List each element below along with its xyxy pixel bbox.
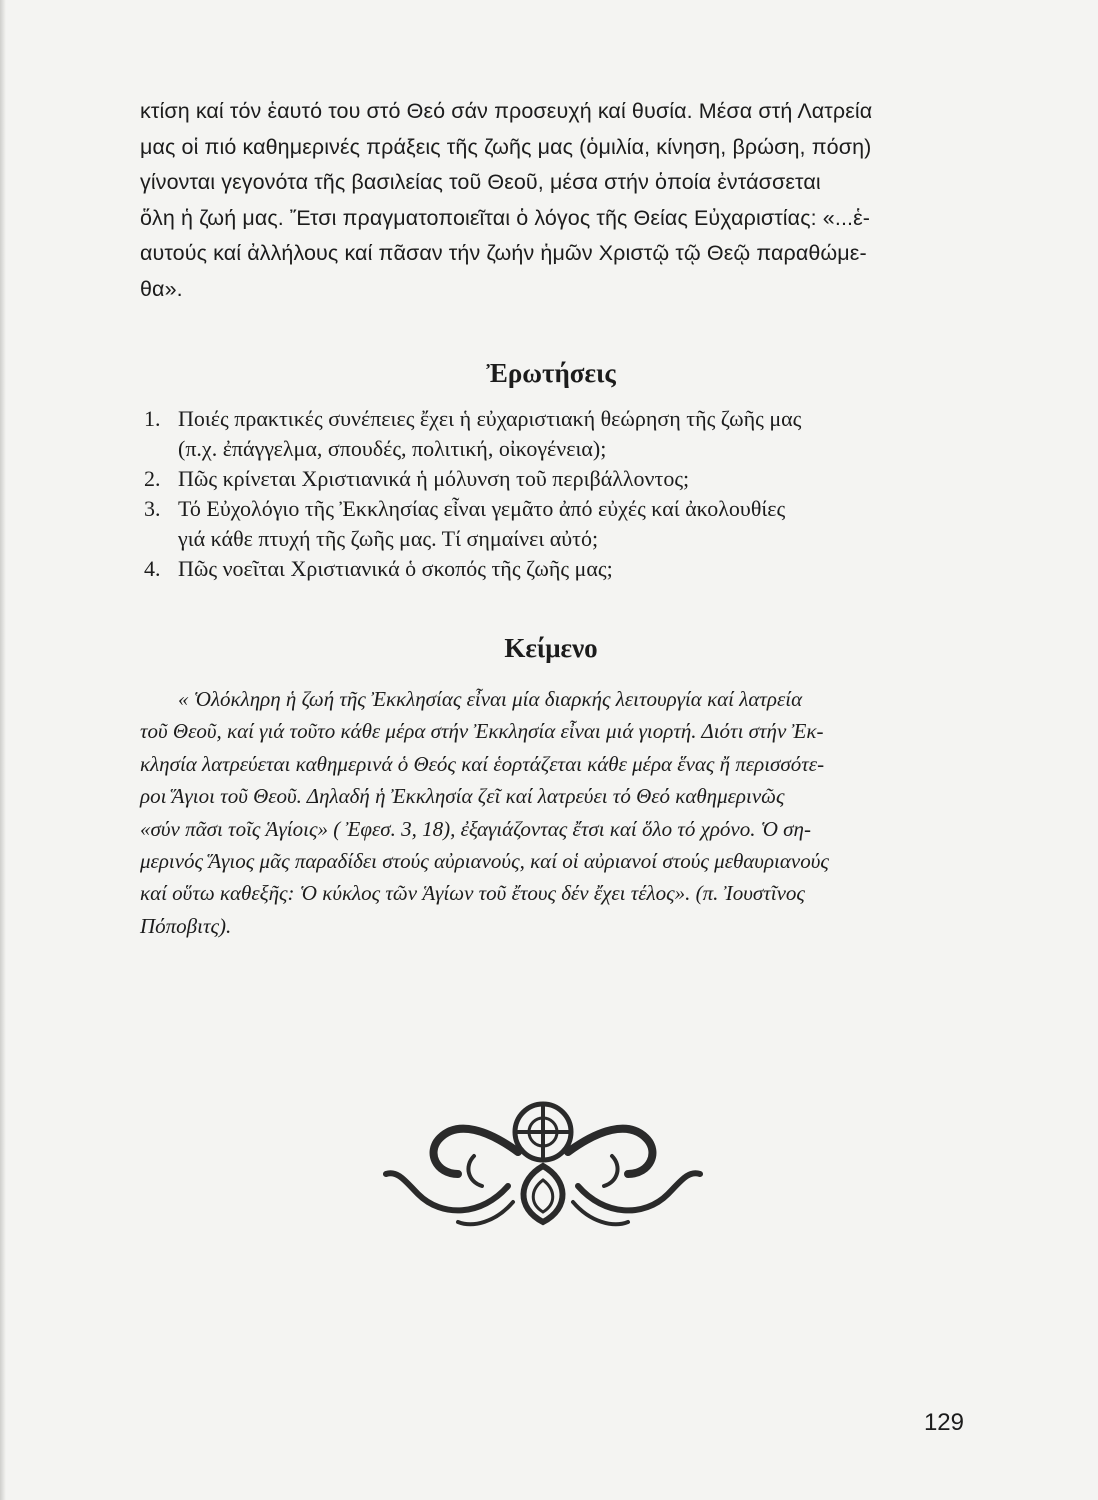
question-item	[144, 404, 974, 464]
intro-line: ὅλη ἡ ζωή μας. Ἔτσι πραγματοποιεῖται ὁ λόγος τῆς Θείας Εὐχαριστίας: «...ἑ-	[140, 205, 871, 230]
intro-line: θα».	[140, 276, 183, 301]
question-number: 2.	[144, 466, 161, 491]
quote-line: Πόποβιτς).	[140, 913, 232, 938]
questions-heading: Ἐρωτήσεις	[486, 358, 616, 388]
quote-line: τοῦ Θεοῦ, καί γιά τοῦτο κάθε μέρα στήν Ἐκκλησία εἶναι μιά γιορτή. Διότι στήν Ἐκ-	[140, 719, 824, 744]
questions-list	[144, 404, 974, 584]
question-item	[144, 554, 974, 584]
question-text: γιά κάθε πτυχή τῆς ζωῆς μας. Τί σημαίνει αὐτό;	[178, 526, 599, 551]
question-number: 3.	[144, 496, 161, 521]
quote-line: ροι Ἅγιοι τοῦ Θεοῦ. Δηλαδή ἡ Ἐκκλησία ζεῖ καί λατρεύει τό Θεό καθημερινῶς	[140, 784, 785, 809]
intro-line: γίνονται γεγονότα τῆς βασιλείας τοῦ Θεοῦ, μέσα στήν ὁποία ἐντάσσεται	[140, 170, 821, 194]
quote-line: κλησία λατρεύεται καθημερινά ὁ Θεός καί ἑορτάζεται κάθε μέρα ἕνας ἤ περισσότε-	[140, 751, 825, 776]
question-text: Τό Εὐχολόγιο τῆς Ἐκκλησίας εἶναι γεμᾶτο ἀπό εὐχές καί ἀκολουθίες	[178, 496, 786, 521]
intro-paragraph	[140, 94, 962, 307]
question-number: 4.	[144, 556, 161, 581]
question-text: Πῶς νοεῖται Χριστιανικά ὁ σκοπός τῆς ζωῆς μας;	[178, 556, 613, 581]
quote-line: «σύν πᾶσι τοῖς Ἁγίοις» ( Ἐφεσ. 3, 18), ἐξαγιάζοντας ἔτσι καί ὅλο τό χρόνο. Ὁ ση-	[140, 816, 811, 841]
text-heading: Κείμενο	[504, 633, 598, 663]
quote-line: καί οὕτω καθεξῆς: Ὁ κύκλος τῶν Ἁγίων τοῦ ἔτους δέν ἔχει τέλος». (π. Ἰουστῖνος	[140, 881, 805, 906]
quote-line: μερινός Ἅγιος μᾶς παραδίδει στούς αὐριανούς, καί οἱ αὐριανοί στούς μεθαυριανούς	[140, 849, 829, 874]
ornament-icon	[378, 1090, 708, 1235]
question-text: Ποιές πρακτικές συνέπειες ἔχει ἡ εὐχαριστιακή θεώρηση τῆς ζωῆς μας	[178, 406, 802, 431]
question-text: (π.χ. ἐπάγγελμα, σπουδές, πολιτική, οἰκογένεια);	[178, 436, 607, 461]
page-edge	[0, 0, 6, 1500]
page-number: 129	[923, 1409, 964, 1436]
question-item	[144, 464, 974, 494]
intro-line: αυτούς καί ἀλλήλους καί πᾶσαν τήν ζωήν ἡμῶν Χριστῷ τῷ Θεῷ παραθώμε-	[140, 241, 867, 265]
question-number: 1.	[144, 406, 161, 431]
intro-line: μας οἱ πιό καθημερινές πράξεις τῆς ζωῆς μας (ὁμιλία, κίνηση, βρώση, πόση)	[140, 134, 872, 159]
question-text: Πῶς κρίνεται Χριστιανικά ἡ μόλυνση τοῦ περιβάλλοντος;	[178, 466, 690, 491]
question-item	[144, 494, 974, 554]
quote-paragraph	[140, 683, 966, 942]
intro-line: κτίση καί τόν ἑαυτό του στό Θεό σάν προσευχή καί θυσία. Μέσα στή Λατρεία	[140, 99, 873, 123]
quote-line: « Ὁλόκληρη ἡ ζωή τῆς Ἐκκλησίας εἶναι μία διαρκής λειτουργία καί λατρεία	[178, 687, 803, 711]
